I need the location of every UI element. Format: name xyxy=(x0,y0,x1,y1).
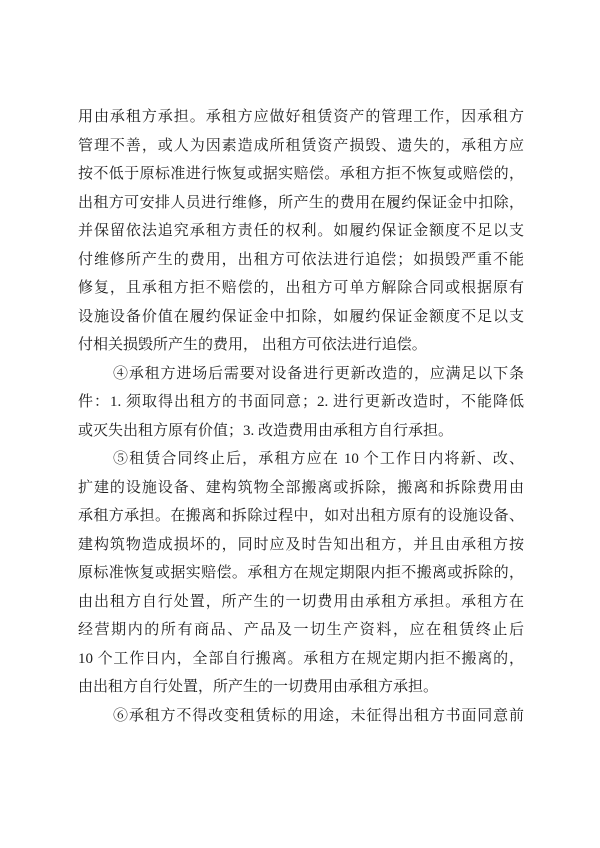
text-line: 修复，且承租方拒不赔偿的，出租方可单方解除合同或根据原有 xyxy=(78,280,524,296)
text-line: 管理不善，或人为因素造成所租赁资产损毁、遗失的，承租方应 xyxy=(78,137,524,154)
text-line: 付相关损毁所产生的费用， 出租方可依法进行追偿。 xyxy=(78,337,427,353)
text-line: 设施设备价值在履约保证金中扣除，如履约保证金额度不足以支 xyxy=(78,308,524,325)
document-body xyxy=(78,103,524,730)
text-line: 由出租方自行处置，所产生的一切费用由承租方承担。承租方在 xyxy=(78,593,524,610)
text-line: 付维修所产生的费用，出租方可依法进行追偿；如损毁严重不能 xyxy=(78,251,524,268)
text-line: 由出租方自行处置，所产生的一切费用由承租方承担。 xyxy=(78,679,439,695)
text-line: 经营期内的所有商品、产品及一切生产资料，应在租赁终止后 xyxy=(78,622,524,638)
text-line: ④承租方进场后需要对设备进行更新改造的，应满足以下条 xyxy=(113,365,524,382)
text-line: 扩建的设施设备、建构筑物全部搬离或拆除，搬离和拆除费用由 xyxy=(78,479,524,496)
text-line: 原标准恢复或据实赔偿。承租方在规定期限内拒不搬离或拆除的， xyxy=(78,565,524,581)
text-line: 件：1. 须取得出租方的书面同意；2. 进行更新改造时，不能降低 xyxy=(78,394,524,410)
text-line: 按不低于原标准进行恢复或据实赔偿。承租方拒不恢复或赔偿的， xyxy=(78,166,524,182)
text-line: 出租方可安排人员进行维修，所产生的费用在履约保证金中扣除， xyxy=(78,194,524,211)
text-line: ⑤租赁合同终止后，承租方应在 10 个工作日内将新、改、 xyxy=(113,451,524,467)
text-line: 或灭失出租方原有价值；3. 改造费用由承租方自行承担。 xyxy=(78,422,454,439)
text-line: ⑥承租方不得改变租赁标的用途，未征得出租方书面同意前 xyxy=(113,707,524,724)
text-line: 10 个工作日内，全部自行搬离。承租方在规定期内拒不搬离的， xyxy=(78,650,524,667)
text-line: 承租方承担。在搬离和拆除过程中，如对出租方原有的设施设备、 xyxy=(78,508,524,524)
text-line: 用由承租方承担。承租方应做好租赁资产的管理工作，因承租方 xyxy=(78,109,524,125)
text-line: 建构筑物造成损坏的，同时应及时告知出租方，并且由承租方按 xyxy=(78,536,524,553)
text-line: 并保留依法追究承租方责任的权利。如履约保证金额度不足以支 xyxy=(78,223,524,239)
